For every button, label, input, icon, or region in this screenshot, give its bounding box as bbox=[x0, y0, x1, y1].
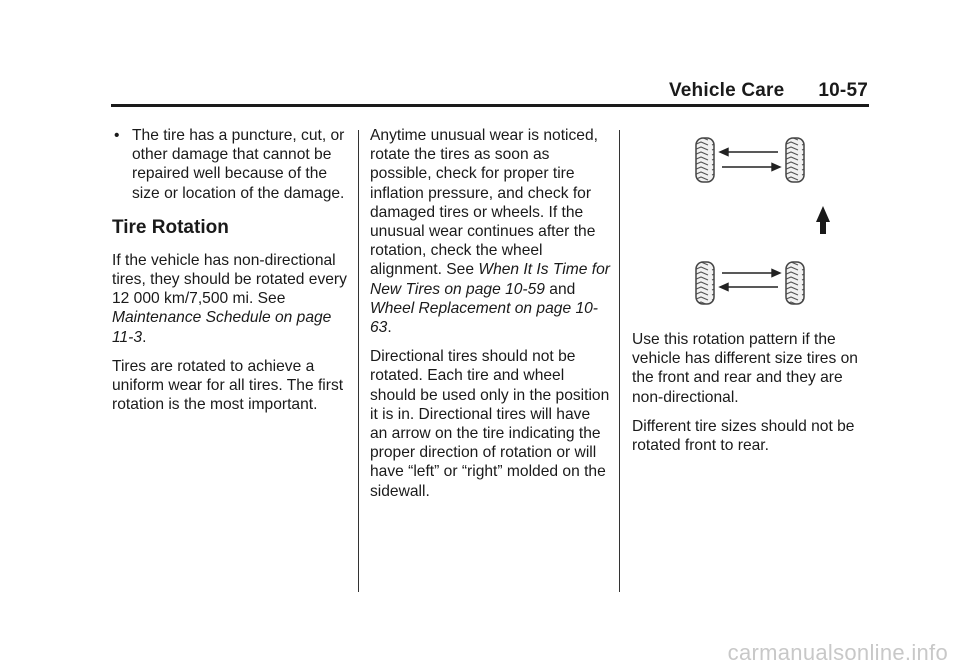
cross-reference-link-new-tires[interactable]: When It Is Time for New Tires on page 10-59 bbox=[370, 261, 610, 298]
page-header bbox=[669, 80, 868, 102]
paragraph-text: Anytime unusual wear is noticed, rotate the tires as soon as possible, check for proper tire inflation pressure, and check for damaged tires or wheels. If the unusual wear continues after the rotation, check the wheel alignment. See bbox=[370, 127, 598, 279]
column-divider-2 bbox=[619, 130, 620, 592]
column-2 bbox=[370, 126, 610, 511]
arrow-up-icon bbox=[816, 206, 830, 234]
tire-icon bbox=[786, 262, 804, 304]
watermark: carmanualsonline.info bbox=[727, 640, 948, 665]
column-1 bbox=[112, 126, 348, 424]
bullet-text: The tire has a puncture, cut, or other damage that cannot be repaired well because of the size or location of the damage. bbox=[132, 127, 345, 202]
tire-icon bbox=[696, 138, 714, 182]
bullet-icon: • bbox=[114, 127, 120, 144]
header-page-number: 10-57 bbox=[818, 80, 868, 101]
paragraph-end: . bbox=[387, 319, 392, 337]
paragraph-conjunction: and bbox=[544, 280, 576, 298]
paragraph-rotation-pattern: Use this rotation pattern if the vehicle has different size tires on the front and rear and they are non-directional. bbox=[632, 331, 858, 406]
column-divider-1 bbox=[358, 130, 359, 592]
cross-reference-link-wheel-replacement[interactable]: Wheel Replacement on page 10-63 bbox=[370, 299, 598, 337]
paragraph-end: . bbox=[142, 328, 147, 346]
header-section-title: Vehicle Care bbox=[668, 80, 785, 101]
tire-icon bbox=[786, 138, 804, 182]
tire-rotation-diagram bbox=[692, 136, 842, 306]
paragraph-text: If the vehicle has non-directional tires, they should be rotated every 12 000 km/7,500 mi. See bbox=[112, 251, 347, 308]
paragraph-different-sizes: Different tire sizes should not be rotated front to rear. bbox=[632, 417, 855, 455]
bullet-item bbox=[112, 126, 348, 203]
swap-arrows-front bbox=[720, 149, 780, 171]
swap-arrows-rear bbox=[720, 270, 780, 291]
section-heading: Tire Rotation bbox=[112, 216, 229, 238]
paragraph-unusual-wear bbox=[370, 126, 610, 337]
column-3 bbox=[632, 330, 870, 465]
header-rule bbox=[111, 104, 869, 107]
cross-reference-link[interactable]: Maintenance Schedule on page 11-3 bbox=[112, 309, 332, 346]
paragraph-uniform-wear: Tires are rotated to achieve a uniform wear for all tires. The first rotation is the most important. bbox=[112, 357, 344, 414]
tire-icon bbox=[696, 262, 714, 304]
paragraph-rotation-interval bbox=[112, 251, 348, 347]
paragraph-directional-tires: Directional tires should not be rotated. Each tire and wheel should be used only in the position it is in. Directional tires will have an arrow on the tire indicating the proper direction of rotation or will have “left” or “right” molded on the sidewall. bbox=[370, 348, 610, 500]
